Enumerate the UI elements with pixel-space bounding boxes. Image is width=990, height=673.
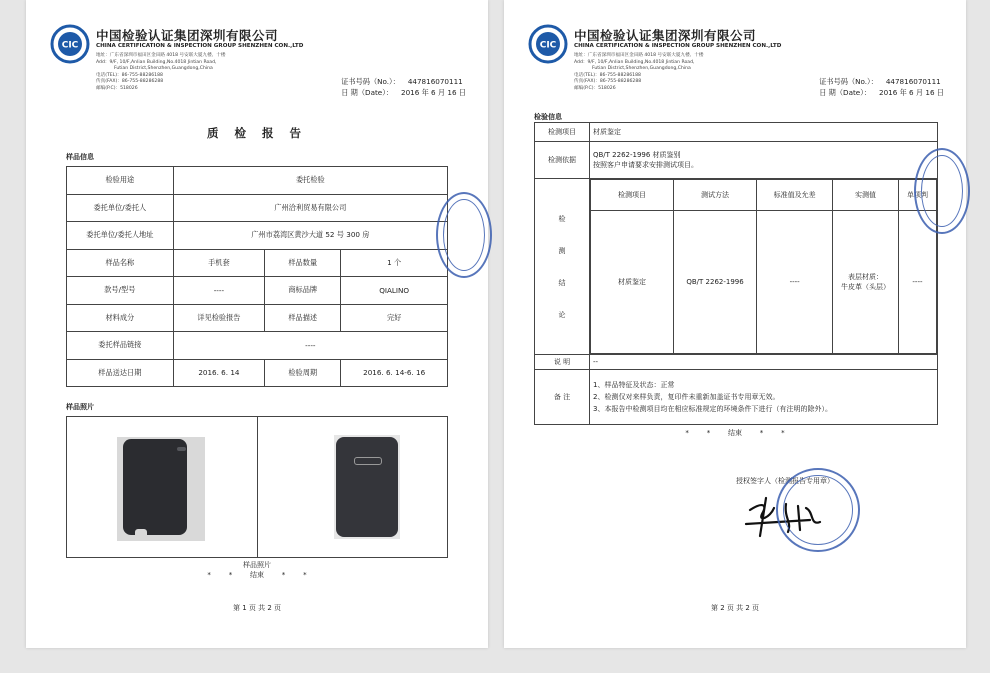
postcode: 邮编(P.C)：518026: [574, 85, 616, 91]
cell-value: 完好: [341, 304, 448, 332]
cell-value: QIALINO: [341, 277, 448, 305]
result-char: 检: [558, 214, 566, 223]
report-page-1: [26, 0, 488, 648]
table-row: [67, 304, 448, 332]
cell-label: 款号/型号: [67, 277, 174, 305]
letterhead: [528, 22, 948, 112]
cell-value: 委托检验: [173, 167, 447, 195]
org-name-cn: 中国检验认证集团深圳有限公司: [96, 28, 279, 43]
result-char: 论: [558, 310, 566, 319]
table-row: [535, 179, 938, 355]
cell-value: 1 个: [341, 249, 448, 277]
tel: 电话(TEL)：86-755-88286188: [574, 72, 641, 78]
cell-label: 委托单位/委托人地址: [67, 222, 174, 250]
result-char: 结: [558, 278, 566, 287]
addr-en-1: Add：9/F, 10/F,Anlian Building,No.4018 Jintian Road,: [96, 59, 217, 65]
cell-value: [590, 142, 938, 179]
page-number: 第 1 页 共 2 页: [232, 604, 282, 612]
measured-line-2: 牛皮革（头层）: [841, 283, 891, 291]
table-row: [67, 277, 448, 305]
cell-value: [590, 370, 938, 425]
table-row: [67, 332, 448, 360]
fax: 传真(FAX)：86-755-88286288: [574, 79, 642, 85]
cell-value: 广州洽利贸易有限公司: [173, 194, 447, 222]
cell-label: 样品数量: [265, 249, 341, 277]
cic-logo-icon: [50, 24, 90, 64]
report-title: 质 检 报 告: [206, 126, 307, 140]
cell-label: 检验用途: [67, 167, 174, 195]
addr-en-2: Futian District,Shenzhen,Guangdong,China: [114, 66, 213, 72]
remark-3: 3、本报告中检测项目均在相应标准规定的环境条件下进行（有注明的除外）。: [593, 405, 832, 413]
phone-case-back-photo: [117, 437, 205, 541]
photo-cell-back: [67, 417, 258, 558]
fax: 传真(FAX)：86-755-88286288: [96, 79, 164, 85]
cell-value: --: [590, 355, 938, 370]
addr-cn: 地址：广东省深圳市福田区金田路 4018 号安联大厦九楼、十楼: [574, 53, 704, 58]
result-table: [590, 179, 937, 354]
cell-value: 材质鉴定: [590, 123, 938, 142]
report-page-2: [504, 0, 966, 648]
col-header: 单项判: [898, 180, 936, 211]
cell-label: 商标品牌: [265, 277, 341, 305]
cell-value: 2016. 6. 14-6. 16: [341, 359, 448, 387]
sample-info-table: [66, 166, 448, 387]
cell-label: 备 注: [535, 370, 590, 425]
cell-label: 样品送达日期: [67, 359, 174, 387]
cell-value: 详见检验报告: [173, 304, 264, 332]
cell-value: ----: [173, 332, 447, 360]
table-row: [591, 211, 937, 354]
signer-label: 授权签字人（检测报告专用章）: [736, 477, 834, 485]
cert-no-value: 447816070111: [407, 77, 463, 86]
official-stamp: [436, 192, 492, 278]
cell-value: 材质鉴定: [591, 211, 674, 354]
cert-date-value: 2016 年 6 月 16 日: [401, 88, 466, 97]
table-row: [535, 370, 938, 425]
col-header: 检测项目: [591, 180, 674, 211]
org-name-en: CHINA CERTIFICATION & INSPECTION GROUP SHENZHEN CON.,LTD: [96, 43, 304, 49]
cert-info: [819, 76, 944, 98]
end-marker: * * 结束 * *: [207, 571, 307, 579]
result-table-cell: [590, 179, 938, 355]
cert-no-label: 证书号码（No.）：: [819, 77, 878, 86]
letterhead: [50, 22, 470, 112]
postcode: 邮编(P.C)：518026: [96, 85, 138, 91]
table-row: [67, 194, 448, 222]
col-header: 标准值及允差: [757, 180, 833, 211]
cell-value: QB/T 2262-1996: [674, 211, 757, 354]
cell-label: 样品描述: [265, 304, 341, 332]
table-row: [535, 355, 938, 370]
cell-value: ----: [898, 211, 936, 354]
table-row: [535, 142, 938, 179]
inspection-info-heading: 检验信息: [534, 113, 562, 121]
cell-value: 手机套: [173, 249, 264, 277]
table-row: [67, 359, 448, 387]
photo-heading: 样品照片: [66, 403, 94, 411]
cell-label: 委托单位/委托人: [67, 194, 174, 222]
cell-label: 委托样品链接: [67, 332, 174, 360]
org-address: [96, 53, 225, 93]
remark-1: 1、样品特征及状态：正常: [593, 381, 675, 389]
org-name-en: CHINA CERTIFICATION & INSPECTION GROUP SHENZHEN CON.,LTD: [574, 43, 782, 49]
addr-en-2: Futian District,Shenzhen,Guangdong,China: [592, 66, 691, 72]
cert-no-label: 证书号码（No.）：: [341, 77, 400, 86]
logo-text: CIC: [539, 40, 557, 51]
addr-cn: 地址：广东省深圳市福田区金田路 4018 号安联大厦九楼、十楼: [96, 53, 226, 58]
cic-logo-icon: [528, 24, 568, 64]
col-header: 测试方法: [674, 180, 757, 211]
page-number: 第 2 页 共 2 页: [710, 604, 760, 612]
cell-label: 检测依据: [535, 142, 590, 179]
photo-cell-front: [257, 417, 448, 558]
photo-caption: 样品照片: [243, 561, 271, 569]
table-row: [67, 249, 448, 277]
logo-text: CIC: [61, 40, 79, 51]
table-row: [535, 123, 938, 142]
phone-case-front-photo: [334, 435, 400, 539]
cell-value: [833, 211, 899, 354]
cert-info: [341, 76, 466, 98]
cell-value: 2016. 6. 14: [173, 359, 264, 387]
cell-value: 广州市荔湾区黄沙大道 52 号 300 房: [173, 222, 447, 250]
cert-date-value: 2016 年 6 月 16 日: [879, 88, 944, 97]
cell-label: 材料成分: [67, 304, 174, 332]
cell-label: 说 明: [535, 355, 590, 370]
table-row: [591, 180, 937, 211]
table-row: [67, 222, 448, 250]
official-stamp: [914, 148, 970, 234]
addr-en-1: Add：9/F, 10/F,Anlian Building,No.4018 Jintian Road,: [574, 59, 695, 65]
basis-line-2: 按照客户申请要求安排测试项目。: [593, 161, 698, 169]
sample-info-heading: 样品信息: [66, 153, 94, 161]
cell-label: 样品名称: [67, 249, 174, 277]
cert-date-label: 日 期（Date）：: [819, 88, 871, 97]
remark-2: 2、检测仅对来样负责，复印件未重新加盖证书专用章无效。: [593, 393, 780, 401]
end-marker: * * 结束 * *: [685, 429, 785, 437]
result-char: 测: [558, 246, 566, 255]
col-header: 实测值: [833, 180, 899, 211]
measured-line-1: 表层材质：: [848, 273, 884, 281]
org-address: [574, 53, 703, 93]
basis-line-1: QB/T 2262-1996 材质鉴别: [593, 151, 681, 159]
cell-value: ----: [757, 211, 833, 354]
tel: 电话(TEL)：86-755-88286188: [96, 72, 163, 78]
cell-label: 检验周期: [265, 359, 341, 387]
cert-date-label: 日 期（Date）：: [341, 88, 393, 97]
org-name-cn: 中国检验认证集团深圳有限公司: [574, 28, 757, 43]
cert-no-value: 447816070111: [885, 77, 941, 86]
inspection-table: [534, 122, 938, 425]
photo-table: [66, 416, 448, 558]
authorized-stamp: [776, 468, 860, 552]
cell-value: ----: [173, 277, 264, 305]
table-row: [67, 167, 448, 195]
cell-label: 检测项目: [535, 123, 590, 142]
result-label: [535, 179, 590, 355]
